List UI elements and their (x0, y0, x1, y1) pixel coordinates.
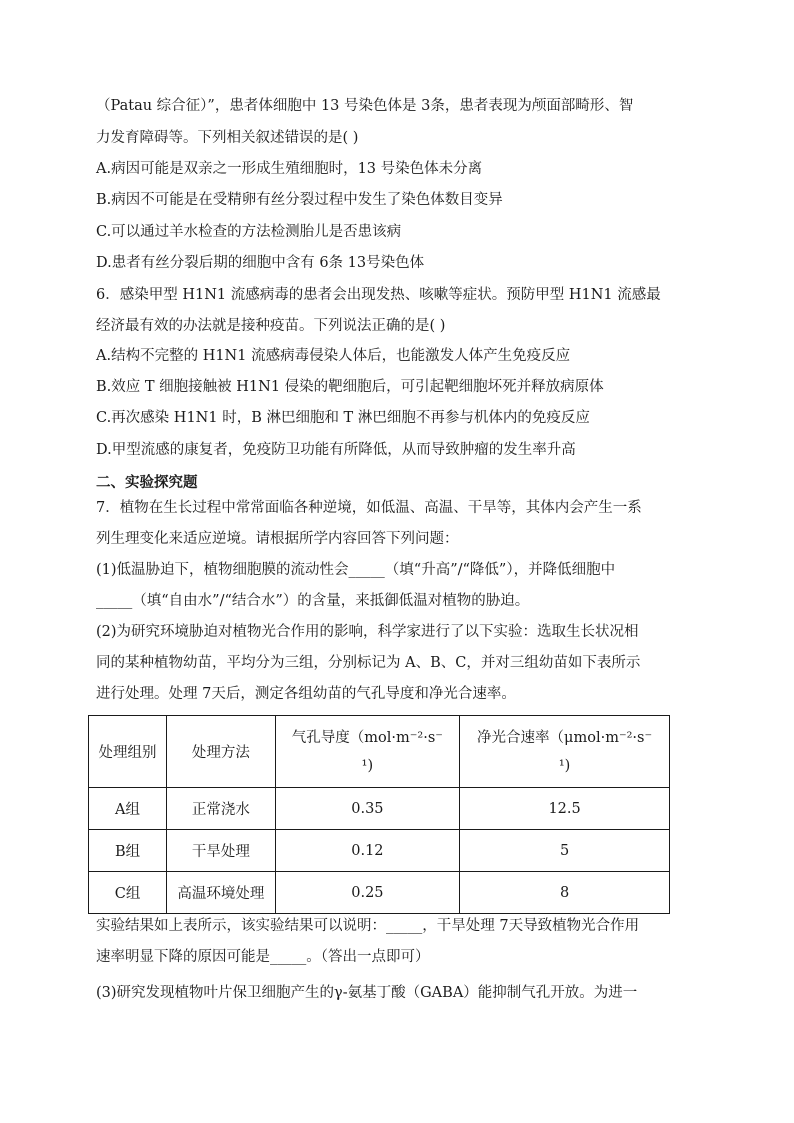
section-heading: 二、实验探究题 (96, 474, 198, 491)
cell-photo: 5 (460, 830, 670, 872)
q7-part-1: (1)低温胁迫下，植物细胞膜的流动性会_____（填“升高”/“降低”），并降低细胞中 (96, 562, 616, 578)
option-a: A.病因可能是双亲之一形成生殖细胞时，13 号染色体未分离 (96, 161, 483, 177)
header-net-photosynthesis-line2: ¹) (558, 757, 571, 774)
q6-option-c: C.再次感染 H1N1 时，B 淋巴细胞和 T 淋巴细胞不再参与机体内的免疫反应 (96, 410, 590, 426)
cell-method: 正常浇水 (167, 788, 275, 830)
question-7-stem-cont: 列生理变化来适应逆境。请根据所学内容回答下列问题： (96, 531, 459, 547)
q7-part-1-cont: _____（填“自由水”/“结合水”）的含量，来抵御低温对植物的胁迫。 (96, 593, 530, 609)
cell-group: C组 (89, 872, 167, 914)
cell-stomata: 0.12 (275, 830, 460, 872)
text-line: （Patau 综合征）”，患者体细胞中 13 号染色体是 3条，患者表现为颅面部畸形、智 (96, 98, 634, 114)
question-stem: 力发育障碍等。下列相关叙述错误的是( ) (96, 130, 359, 146)
cell-method: 高温环境处理 (167, 872, 275, 914)
header-stomatal-conductance (275, 716, 460, 788)
table-row (89, 872, 670, 914)
header-stomatal-conductance-line1: 气孔导度（mol·m⁻²·s⁻ (291, 729, 443, 746)
q7-part-2-cont2: 进行处理。处理 7天后，测定各组幼苗的气孔导度和净光合速率。 (96, 686, 516, 702)
cell-group: A组 (89, 788, 167, 830)
q7-part-2: (2)为研究环境胁迫对植物光合作用的影响，科学家进行了以下实验：选取生长状况相 (96, 624, 639, 640)
header-stomatal-conductance-line2: ¹) (361, 757, 374, 774)
table-header-row (89, 716, 670, 788)
result-text: 实验结果如上表所示，该实验结果可以说明：_____，干旱处理 7天导致植物光合作用 (96, 918, 640, 934)
cell-group: B组 (89, 830, 167, 872)
question-6-stem: 6．感染甲型 H1N1 流感病毒的患者会出现发热、咳嗽等症状。预防甲型 H1N1 流感最 (96, 287, 661, 303)
header-net-photosynthesis-line1: 净光合速率（μmol·m⁻²·s⁻ (477, 729, 653, 746)
results-table (88, 715, 670, 914)
cell-photo: 8 (460, 872, 670, 914)
header-group: 处理组别 (89, 716, 167, 788)
cell-method: 干旱处理 (167, 830, 275, 872)
cell-photo: 12.5 (460, 788, 670, 830)
q6-option-a: A.结构不完整的 H1N1 流感病毒侵染人体后，也能激发人体产生免疫反应 (96, 348, 571, 364)
q7-part-3: (3)研究发现植物叶片保卫细胞产生的γ-氨基丁酸（GABA）能抑制气孔开放。为进一 (96, 985, 638, 1001)
cell-stomata: 0.25 (275, 872, 460, 914)
question-7-stem: 7．植物在生长过程中常常面临各种逆境，如低温、高温、干旱等，其体内会产生一系 (96, 500, 642, 516)
option-d: D.患者有丝分裂后期的细胞中含有 6条 13号染色体 (96, 255, 425, 271)
option-b: B.病因不可能是在受精卵有丝分裂过程中发生了染色体数目变异 (96, 192, 503, 208)
option-c: C.可以通过羊水检查的方法检测胎儿是否患该病 (96, 224, 402, 240)
q6-option-b: B.效应 T 细胞接触被 H1N1 侵染的靶细胞后，可引起靶细胞坏死并释放病原体 (96, 379, 604, 395)
q7-part-2-cont: 同的某种植物幼苗，平均分为三组，分别标记为 A、B、C，并对三组幼苗如下表所示 (96, 655, 641, 671)
question-6-stem-cont: 经济最有效的办法就是接种疫苗。下列说法正确的是( ) (96, 318, 446, 334)
table-row (89, 788, 670, 830)
header-method: 处理方法 (167, 716, 275, 788)
result-text-cont: 速率明显下降的原因可能是_____。（答出一点即可） (96, 949, 430, 965)
table-row (89, 830, 670, 872)
header-net-photosynthesis (460, 716, 670, 788)
cell-stomata: 0.35 (275, 788, 460, 830)
q6-option-d: D.甲型流感的康复者，免疫防卫功能有所降低，从而导致肿瘤的发生率升高 (96, 442, 576, 458)
